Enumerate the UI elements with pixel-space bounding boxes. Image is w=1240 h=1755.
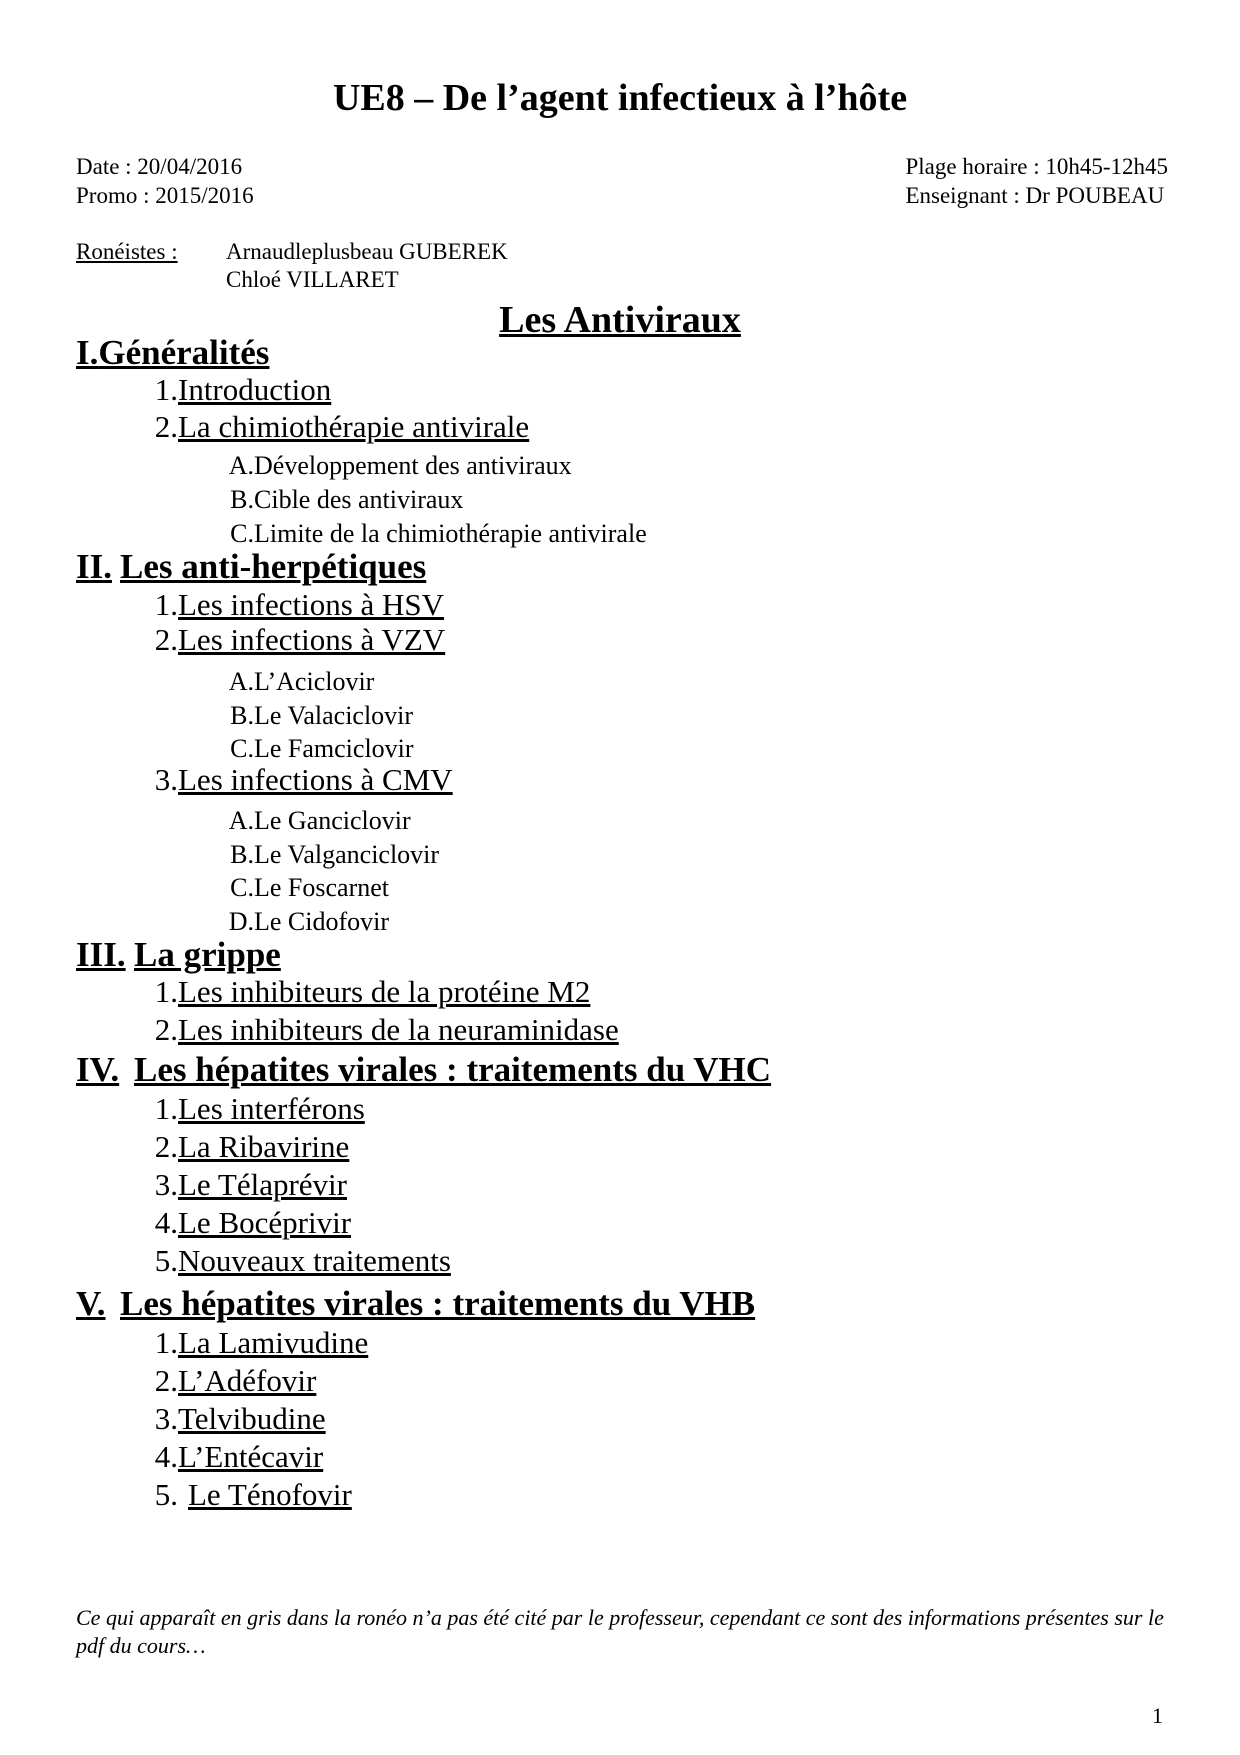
subsection-item bbox=[148, 1091, 365, 1127]
item-number: 1. bbox=[154, 1091, 178, 1126]
item-title: Les inhibiteurs de la protéine M2 bbox=[178, 974, 591, 1009]
section-heading bbox=[76, 333, 269, 373]
subsection-item bbox=[148, 372, 331, 408]
item-letter: A. bbox=[228, 806, 254, 835]
section-heading bbox=[76, 1050, 771, 1090]
subsubsection-item bbox=[224, 907, 389, 937]
subsection-item bbox=[148, 622, 445, 658]
item-number: 3. bbox=[154, 1167, 178, 1202]
section-title: La grippe bbox=[134, 935, 281, 974]
subsubsection-item bbox=[224, 485, 463, 515]
item-letter: C. bbox=[230, 734, 254, 763]
meta-right bbox=[905, 152, 1168, 210]
subsection-item bbox=[148, 1167, 347, 1203]
note-takers-names bbox=[226, 238, 508, 294]
subsubsection-item bbox=[224, 701, 413, 731]
course-title: UE8 – De l’agent infectieux à l’hôte bbox=[332, 77, 908, 119]
item-title: Introduction bbox=[178, 372, 332, 407]
date-text: Date : 20/04/2016 bbox=[76, 154, 243, 179]
section-number: I. bbox=[76, 333, 99, 372]
subsection-item bbox=[148, 1363, 316, 1399]
item-letter: C. bbox=[230, 873, 254, 902]
section-number: V. bbox=[76, 1284, 106, 1323]
section-number: IV. bbox=[76, 1050, 120, 1089]
subsubsection-item bbox=[224, 806, 411, 836]
footnote: Ce qui apparaît en gris dans la ronéo n’a pas été cité par le professeur, cependant ce sont des informations présentes sur le pdf du cours… bbox=[76, 1605, 1164, 1658]
item-number: 2. bbox=[154, 409, 178, 444]
subsection-item bbox=[148, 1205, 351, 1241]
item-number: 2. bbox=[154, 1129, 178, 1164]
item-number: 2. bbox=[154, 1012, 178, 1047]
subsubsection-item bbox=[224, 451, 572, 481]
item-title: Le Bocéprivir bbox=[178, 1205, 352, 1240]
subsection-item bbox=[148, 1012, 619, 1048]
item-title: Le Ganciclovir bbox=[254, 806, 411, 835]
subsection-item bbox=[148, 1325, 368, 1361]
item-letter: B. bbox=[230, 485, 254, 514]
item-title: Le Ténofovir bbox=[188, 1477, 352, 1512]
item-letter: B. bbox=[230, 701, 254, 730]
subsection-item bbox=[148, 1129, 349, 1165]
item-title: Les infections à VZV bbox=[178, 622, 446, 657]
meta-left bbox=[76, 152, 254, 210]
subsubsection-item bbox=[224, 667, 374, 697]
section-heading bbox=[76, 1284, 755, 1324]
item-title: La chimiothérapie antivirale bbox=[178, 409, 530, 444]
item-number: 1. bbox=[154, 1325, 178, 1360]
item-number: 1. bbox=[154, 974, 178, 1009]
item-title: Les infections à CMV bbox=[178, 762, 453, 797]
section-title: Les anti-herpétiques bbox=[120, 547, 427, 586]
item-letter: B. bbox=[230, 840, 254, 869]
teacher-text: Enseignant : Dr POUBEAU bbox=[905, 183, 1165, 208]
subsection-item bbox=[148, 1401, 326, 1437]
item-title: Le Famciclovir bbox=[254, 734, 414, 763]
subsubsection-item bbox=[224, 734, 414, 764]
subsubsection-item bbox=[224, 873, 389, 903]
note-takers bbox=[76, 238, 508, 294]
item-title: Les inhibiteurs de la neuraminidase bbox=[178, 1012, 619, 1047]
page-number: 1 bbox=[1152, 1703, 1163, 1728]
item-title: Le Télaprévir bbox=[178, 1167, 347, 1202]
section-number: II. bbox=[76, 547, 112, 586]
item-number: 4. bbox=[154, 1205, 178, 1240]
subsection-item bbox=[148, 762, 453, 798]
item-number: 1. bbox=[154, 587, 178, 622]
section-heading bbox=[76, 547, 426, 587]
item-title: La Lamivudine bbox=[178, 1325, 369, 1360]
item-number: 4. bbox=[154, 1439, 178, 1474]
subsection-item bbox=[148, 1439, 323, 1475]
lecture-title: Les Antiviraux bbox=[499, 299, 741, 341]
item-title: Le Valaciclovir bbox=[254, 701, 414, 730]
note-taker-name: Arnaudleplusbeau GUBEREK bbox=[226, 239, 508, 264]
item-number: 2. bbox=[154, 622, 178, 657]
section-title: Les hépatites virales : traitements du VHB bbox=[120, 1284, 756, 1323]
item-title: Le Foscarnet bbox=[254, 873, 390, 902]
subsection-item bbox=[148, 587, 444, 623]
subsection-item bbox=[148, 1243, 451, 1279]
item-title: Telvibudine bbox=[178, 1401, 326, 1436]
item-letter: C. bbox=[230, 519, 254, 548]
item-title: Les infections à HSV bbox=[178, 587, 445, 622]
item-title: L’Adéfovir bbox=[178, 1363, 317, 1398]
item-title: La Ribavirine bbox=[178, 1129, 350, 1164]
subsection-item bbox=[148, 409, 529, 445]
note-takers-label: Ronéistes : bbox=[76, 239, 178, 264]
subsection-item bbox=[148, 1477, 352, 1513]
item-letter: A. bbox=[228, 451, 254, 480]
item-title: Nouveaux traitements bbox=[178, 1243, 451, 1278]
section-heading bbox=[76, 935, 281, 975]
subsubsection-item bbox=[224, 519, 647, 549]
item-letter: A. bbox=[228, 667, 254, 696]
item-number: 2. bbox=[154, 1363, 178, 1398]
item-title: Les interférons bbox=[178, 1091, 365, 1126]
item-number: 5. bbox=[154, 1477, 178, 1512]
section-number: III. bbox=[76, 935, 126, 974]
item-title: L’Entécavir bbox=[178, 1439, 324, 1474]
note-taker-name: Chloé VILLARET bbox=[226, 267, 399, 292]
item-number: 3. bbox=[154, 1401, 178, 1436]
item-number: 3. bbox=[154, 762, 178, 797]
item-number: 1. bbox=[154, 372, 178, 407]
item-title: Limite de la chimiothérapie antivirale bbox=[254, 519, 647, 548]
promo-text: Promo : 2015/2016 bbox=[76, 183, 254, 208]
time-slot-text: Plage horaire : 10h45-12h45 bbox=[905, 154, 1168, 179]
item-title: Développement des antiviraux bbox=[254, 451, 572, 480]
item-title: L’Aciclovir bbox=[254, 667, 375, 696]
item-title: Le Cidofovir bbox=[254, 907, 390, 936]
subsubsection-item bbox=[224, 840, 439, 870]
subsection-item bbox=[148, 974, 590, 1010]
item-letter: D. bbox=[228, 907, 254, 936]
section-title: Les hépatites virales : traitements du VHC bbox=[134, 1050, 772, 1089]
item-title: Le Valganciclovir bbox=[254, 840, 440, 869]
item-title: Cible des antiviraux bbox=[254, 485, 464, 514]
item-number: 5. bbox=[154, 1243, 178, 1278]
section-title: Généralités bbox=[98, 333, 270, 372]
